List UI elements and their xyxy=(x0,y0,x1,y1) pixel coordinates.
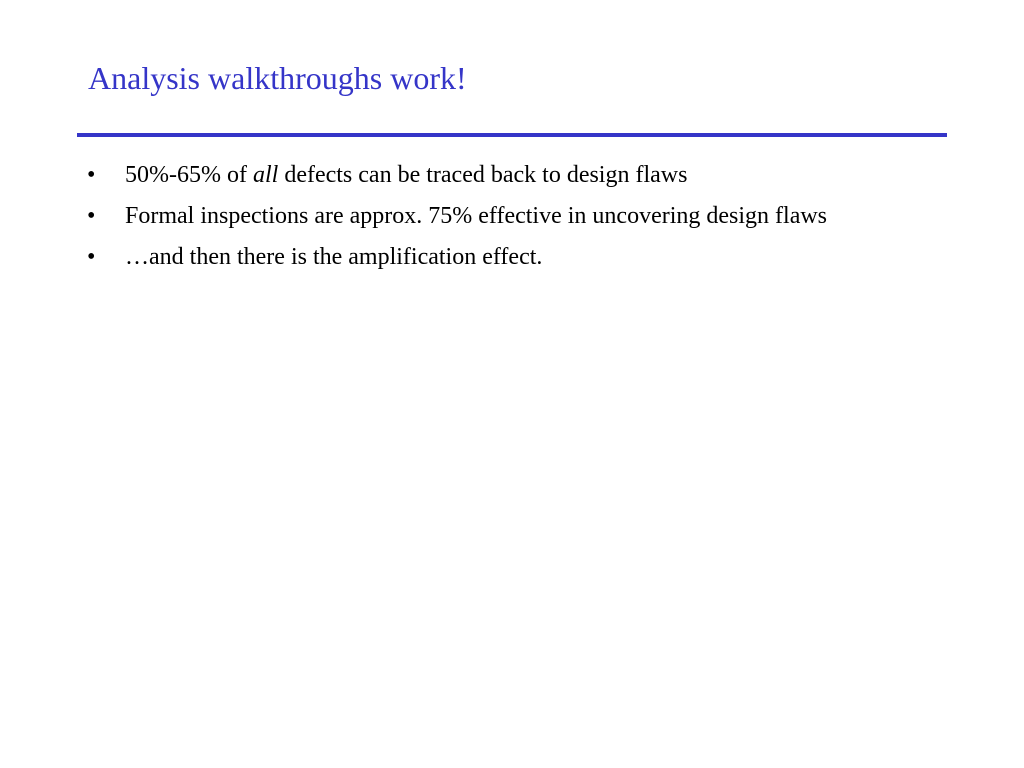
bullet-item xyxy=(0,158,1024,192)
bullet-text xyxy=(125,162,687,188)
bullet-text-after: defects can be traced back to design flaws xyxy=(278,162,688,188)
slide-title: Analysis walkthroughs work! xyxy=(88,60,467,96)
bullet-text-emphasis: all xyxy=(252,162,279,188)
bullet-text: Formal inspections are approx. 75% effective in uncovering design flaws xyxy=(125,203,828,229)
bullet-text: …and then there is the amplification effect. xyxy=(125,244,543,270)
title-divider xyxy=(77,133,947,137)
bullet-item xyxy=(0,199,1024,233)
bullet-list xyxy=(0,158,1024,281)
bullet-icon: • xyxy=(87,244,96,270)
bullet-text-before: 50%-65% of xyxy=(125,162,253,188)
bullet-icon: • xyxy=(87,162,96,188)
bullet-icon: • xyxy=(87,203,96,229)
bullet-item xyxy=(0,240,1024,274)
